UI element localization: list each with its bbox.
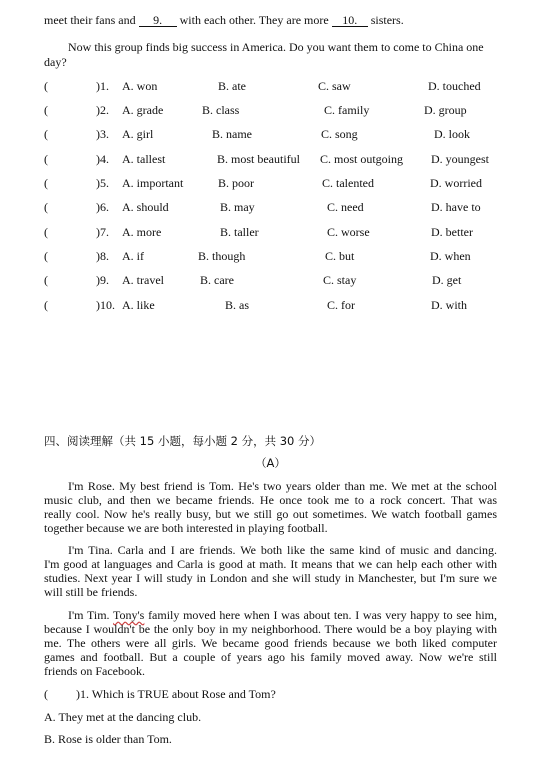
passage-text: meet their fans and: [44, 13, 136, 27]
question-number: )3.: [96, 127, 109, 141]
tim-line-1: [68, 608, 497, 622]
option-b: B. as: [225, 298, 249, 312]
option-d: D. look: [434, 127, 470, 141]
question-row-7: [44, 225, 494, 239]
option-c: C. most outgoing: [320, 152, 404, 166]
option-a: A. like: [122, 298, 155, 312]
answer-blank-10: 10.: [332, 14, 368, 27]
passage-line-1: [44, 13, 497, 27]
question-number: )4.: [96, 152, 109, 166]
option-d: D. group: [424, 103, 467, 117]
tim-line-2: because I wouldn't be the only boy in my neighborhood. There would be a boy playing with: [44, 622, 497, 636]
tina-line-4: will still be friends.: [44, 585, 138, 599]
tim-text: I'm Tim.: [68, 608, 110, 622]
tim-line-3: me. The others were all girls. We became good friends because we both liked computer: [44, 636, 497, 650]
option-d: D. get: [432, 273, 462, 287]
option-a: A. They met at the dancing club.: [44, 710, 202, 724]
reading-question-1: [44, 687, 497, 701]
option-c: C. worse: [327, 225, 370, 239]
tim-line-5: friends on Facebook.: [44, 664, 145, 678]
option-b: B. ate: [218, 79, 246, 93]
question-row-5: [44, 176, 494, 190]
option-c: C. talented: [322, 176, 374, 190]
tim-line-4: games and football. But a couple of years ago his family moved away. Now we're still: [44, 650, 497, 664]
question-row-3: [44, 127, 494, 141]
option-b: B. most beautiful: [217, 152, 300, 166]
tina-line-2: I'm good at languages and Carla is good at math. It means that we can help each other with: [44, 557, 497, 571]
passage-para2-line1: Now this group finds big success in America. Do you want them to come to China one: [68, 40, 484, 54]
tina-line-1: I'm Tina. Carla and I are friends. We both like the same kind of music and dancing.: [68, 543, 497, 557]
option-a: A. travel: [122, 273, 164, 287]
answer-paren[interactable]: (: [44, 103, 48, 117]
answer-paren[interactable]: (: [44, 249, 48, 263]
option-d: D. better: [431, 225, 473, 239]
answer-paren[interactable]: (: [44, 225, 48, 239]
option-b: B. class: [202, 103, 240, 117]
answer-paren[interactable]: (: [44, 127, 48, 141]
option-a: A. girl: [122, 127, 154, 141]
option-b: B. may: [220, 200, 255, 214]
question-number: )6.: [96, 200, 109, 214]
option-b: B. taller: [220, 225, 259, 239]
option-a: A. if: [122, 249, 144, 263]
option-b: B. name: [212, 127, 252, 141]
question-number: )7.: [96, 225, 109, 239]
question-row-2: [44, 103, 494, 117]
passage-para2-line2: day?: [44, 55, 67, 69]
question-number: )10.: [96, 298, 115, 312]
rose-line-2: music club, and then we became friends. He once took me to a rock concert. That was: [44, 493, 497, 507]
rose-line-4: together because we are both interested in playing football.: [44, 521, 328, 535]
option-c: C. song: [321, 127, 358, 141]
question-number: )9.: [96, 273, 109, 287]
option-a: A. more: [122, 225, 162, 239]
question-row-10: [44, 298, 494, 312]
question-row-6: [44, 200, 494, 214]
answer-paren[interactable]: (: [44, 79, 48, 93]
option-a: A. grade: [122, 103, 164, 117]
answer-paren[interactable]: (: [44, 176, 48, 190]
answer-paren[interactable]: (: [44, 687, 48, 701]
option-a: A. won: [122, 79, 158, 93]
option-b: B. poor: [218, 176, 254, 190]
option-b: B. care: [200, 273, 234, 287]
question-row-1: [44, 79, 494, 93]
rose-line-1: I'm Rose. My best friend is Tom. He's two years older than me. We met at the school: [68, 479, 497, 493]
option-c: C. need: [327, 200, 364, 214]
option-a: A. tallest: [122, 152, 166, 166]
question-number: )2.: [96, 103, 109, 117]
rose-line-3: really cool. Now he's really busy, but we still go out sometimes. We watch football games: [44, 507, 497, 521]
option-a: A. important: [122, 176, 184, 190]
question-row-8: [44, 249, 494, 263]
section-heading: 四、阅读理解（共 15 小题，每小题 2 分，共 30 分）: [44, 434, 322, 448]
passage-text: sisters.: [370, 13, 404, 27]
option-b: B. Rose is older than Tom.: [44, 732, 172, 746]
question-number: )5.: [96, 176, 109, 190]
option-c: C. but: [325, 249, 355, 263]
question-number: )1.: [96, 79, 109, 93]
option-c: C. family: [324, 103, 370, 117]
question-text: )1. Which is TRUE about Rose and Tom?: [76, 687, 276, 701]
answer-blank-9: 9.: [139, 14, 177, 27]
passage-text: with each other. They are more: [179, 13, 329, 27]
option-b: B. though: [198, 249, 246, 263]
answer-paren[interactable]: (: [44, 200, 48, 214]
question-row-9: [44, 273, 494, 287]
option-d: D. when: [430, 249, 471, 263]
answer-paren[interactable]: (: [44, 273, 48, 287]
option-d: D. with: [431, 298, 467, 312]
option-c: C. saw: [318, 79, 351, 93]
answer-paren[interactable]: (: [44, 298, 48, 312]
question-row-4: [44, 152, 494, 166]
option-a: A. should: [122, 200, 169, 214]
question-number: )8.: [96, 249, 109, 263]
option-d: D. youngest: [431, 152, 489, 166]
tim-text: family moved here when I was about ten. I was very happy to see him,: [148, 608, 497, 622]
option-c: C. stay: [323, 273, 357, 287]
option-d: D. have to: [431, 200, 481, 214]
tina-line-3: studies. Next year I will study in London and she will study in Manchester, but I'm sure we: [44, 571, 497, 585]
option-d: D. worried: [430, 176, 482, 190]
answer-paren[interactable]: (: [44, 152, 48, 166]
option-d: D. touched: [428, 79, 481, 93]
passage-label: （A）: [255, 456, 286, 470]
tim-name-underlined: Tony's: [113, 608, 145, 622]
option-c: C. for: [327, 298, 355, 312]
